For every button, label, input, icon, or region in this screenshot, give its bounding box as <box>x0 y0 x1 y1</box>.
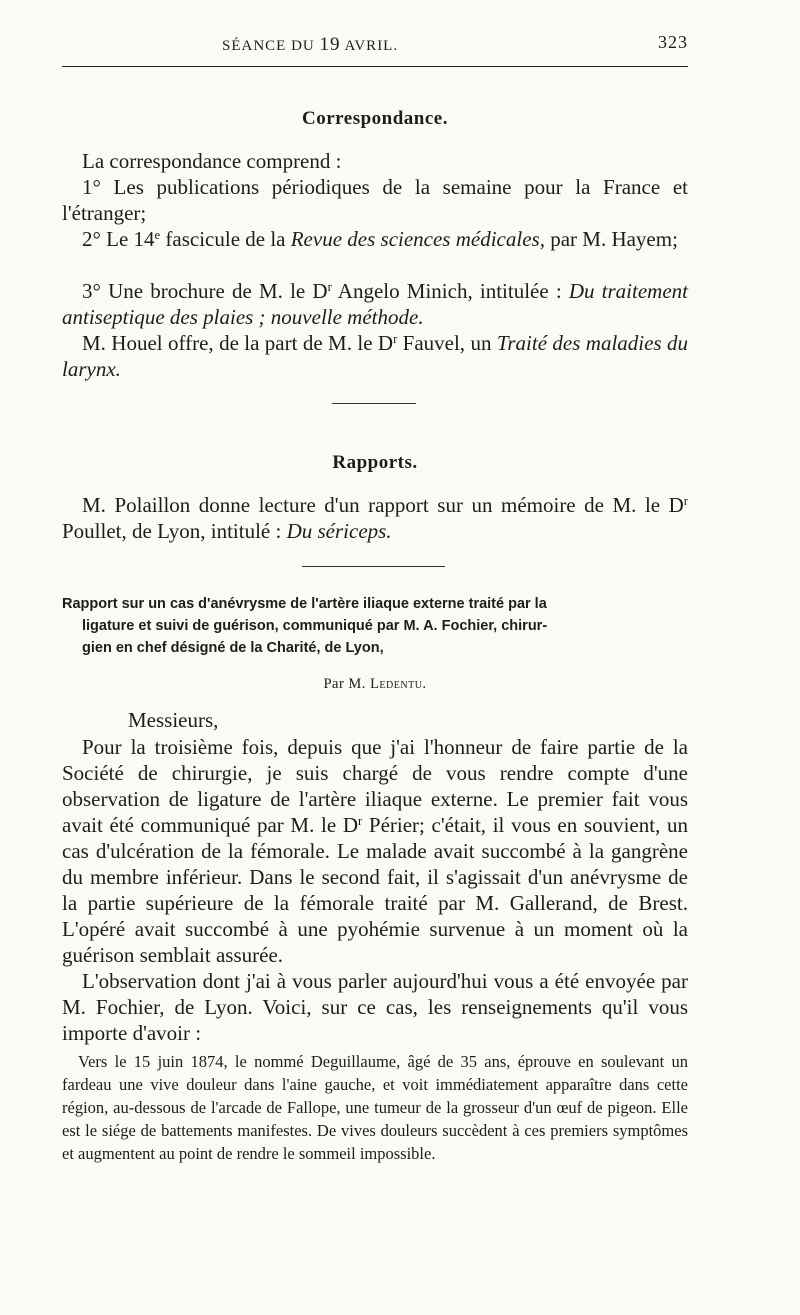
item2-journal-title: Revue des sciences médicales, <box>290 227 545 251</box>
rapport-title-line: Rapport sur un cas d'anévrysme de l'artère iliaque externe traité par la <box>62 596 547 612</box>
rapport-title-line: gien en chef désigné de la Charité, de Lyon, <box>82 640 384 656</box>
item2-text-a: 2° Le 14 <box>82 227 155 251</box>
section-separator <box>302 566 445 567</box>
rapports-text-a: M. Polaillon donne lecture d'un rapport sur un mémoire de M. le D <box>82 493 684 517</box>
correspondance-houel <box>62 330 688 382</box>
rapports-text-b: Poullet, de Lyon, intitulé : <box>62 519 287 543</box>
para1-sup: r <box>358 814 363 829</box>
salutation: Messieurs, <box>128 708 219 732</box>
para1-text-a: Pour la troisième fois, depuis que j'ai l'honneur de faire partie de la Société de chirurgie, je suis chargé de vous rendre compte d'une observation de ligature de l'artère iliaque externe. Le premier fait vous avait été communiqué par M. le D <box>62 735 688 837</box>
correspondance-item-3 <box>62 278 688 330</box>
item2-text-c: par M. Hayem; <box>544 227 678 251</box>
rapport-paragraph-1 <box>62 734 688 968</box>
running-title-month: AVRIL. <box>344 38 399 54</box>
running-header <box>62 30 688 56</box>
author-prefix: Par M. <box>323 676 366 692</box>
correspondance-item-1: 1° Les publications périodiques de la semaine pour la France et l'étranger; <box>62 175 688 225</box>
item3-brochure-title: Du traitement antiseptique des plaies ; nouvelle méthode. <box>62 279 688 329</box>
item2-text-b: fascicule de la <box>160 227 291 251</box>
para1-text-b: Périer; c'était, il vous en souvient, un cas d'ulcération de la fémorale. Le malade avait succombé à la gangrène du membre inférieur. Dans le second fait, il s'agissait d'un anévrysme de la partie supérieure de la fémorale traité par M. Gallerand, de Brest. L'opéré avait succombé à une pyohémie survenue à un moment où la guérison semblait assurée. <box>62 813 688 967</box>
observation-paragraph: Vers le 15 juin 1874, le nommé Deguillaume, âgé de 35 ans, éprouve en soulevant un fardeau une vive douleur dans l'aine gauche, et voit immédiatement apparaître dans cette région, au-dessous de l'arcade de Fallope, une tumeur de la grosseur d'un œuf de pigeon. Elle est le siége de battements manifestes. De vives douleurs succèdent à ces premiers symptômes et augmentent au point de rendre le sommeil impossible. <box>62 1052 688 1163</box>
rapport-title-line: ligature et suivi de guérison, communiqué par M. A. Fochier, chirur- <box>82 618 548 634</box>
item3-sup: r <box>327 280 332 295</box>
correspondance-title: Correspondance. <box>302 108 448 129</box>
page-number: 323 <box>658 32 688 52</box>
correspondance-item-2 <box>62 226 688 252</box>
rapport-title <box>62 593 688 659</box>
houel-text-b: Fauvel, un <box>397 331 497 355</box>
rapport-author <box>62 676 688 693</box>
houel-book-title: Traité des maladies du larynx. <box>62 331 688 381</box>
rapport-paragraph-2: L'observation dont j'ai à vous parler aujourd'hui vous a été envoyée par M. Fochier, de Lyon. Voici, sur ce cas, les renseignements qu'il vous importe d'avoir : <box>62 969 688 1045</box>
houel-text-a: M. Houel offre, de la part de M. le D <box>82 331 394 355</box>
rapports-title: Rapports. <box>332 452 418 473</box>
author-name: Ledentu. <box>370 676 427 692</box>
running-title-day: 19 <box>319 34 341 55</box>
rapports-memoire-title: Du sériceps. <box>286 519 392 543</box>
houel-sup: r <box>393 332 398 347</box>
section-separator <box>332 403 416 404</box>
rapports-text <box>62 492 688 544</box>
rapports-sup: r <box>683 494 688 509</box>
header-rule <box>62 66 688 67</box>
running-title <box>222 34 398 56</box>
item3-text-b: Angelo Minich, intitulée : <box>331 279 569 303</box>
running-title-text: SÉANCE DU <box>222 38 315 54</box>
correspondance-intro: La correspondance comprend : <box>82 149 342 173</box>
item2-sup: e <box>154 228 161 243</box>
item3-text-a: 3° Une brochure de M. le D <box>82 279 328 303</box>
